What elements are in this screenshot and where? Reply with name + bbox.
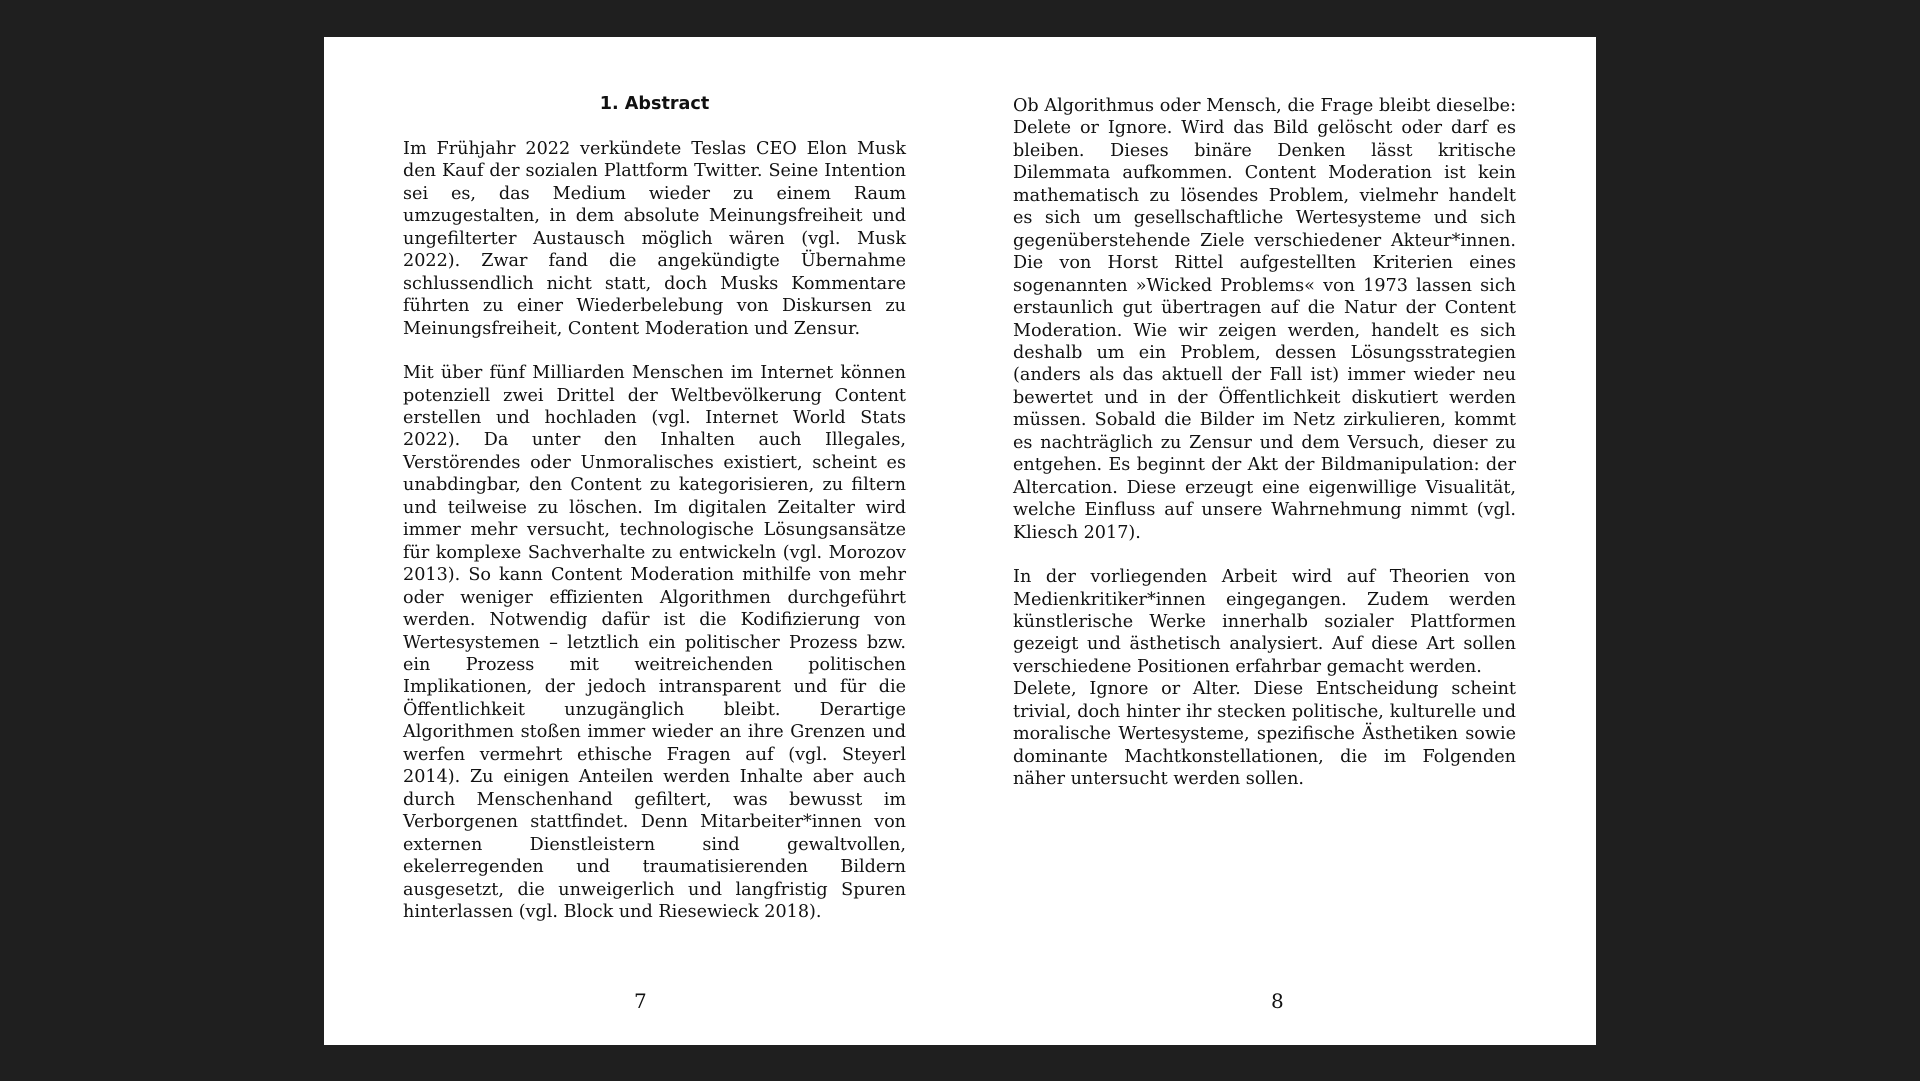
paragraph: Mit über fünf Milliarden Menschen im Internet können potenziell zwei Drittel der Weltbevölkerung Content erstellen und hochladen (vgl. Internet World Stats 2022). Da unter den Inhalten auch Illegales, Verstörendes oder Unmoralisches existiert, scheint es unabdingbar, den Content zu kategorisieren, zu filtern und teilweise zu löschen. Im digitalen Zeitalter wird immer mehr versucht, technologische Lösungsansätze für komplexe Sachverhalte zu entwickeln (vgl. Morozov 2013). So kann Content Moderation mithilfe von mehr oder weniger effizienten Algorithmen durchgeführt werden. Notwendig dafür ist die Kodifizierung von Wertesystemen – letztlich ein politischer Prozess bzw. ein Prozess mit weitreichenden politischen Implikationen, der jedoch intransparent und für die Öffentlichkeit unzugänglich bleibt. Derartige Algorithmen stoßen immer wieder an ihre Grenzen und werfen vermehrt ethische Fragen auf (vgl. Steyerl 2014). Zu einigen Anteilen werden Inhalte aber auch durch Menschenhand gefiltert, was bewusst im Verborgenen stattfindet. Denn Mitarbeiter*innen von externen Dienstleistern sind gewaltvollen, ekelerregenden und traumatisierenden Bildern ausgesetzt, die unweigerlich und langfristig Spuren hinterlassen (vgl. Block und Riesewieck 2018). xyxy=(403,363,906,922)
left-page-body xyxy=(403,138,906,923)
page-left xyxy=(324,37,960,1045)
paragraph: Ob Algorithmus oder Mensch, die Frage bleibt dieselbe: Delete or Ignore. Wird das Bild gelöscht oder darf es bleiben. Dieses binäre Denken lässt kritische Dilemmata aufkommen. Content Moderation ist kein mathematisch zu lösendes Problem, vielmehr handelt es sich um gesellschaftliche Wertesysteme und sich gegenüberstehende Ziele verschiedener Akteur*innen. Die von Horst Rittel aufgestellten Kriterien eines sogenannten »Wicked Problems« von 1973 lassen sich erstaunlich gut übertragen auf die Natur der Content Moderation. Wie wir zeigen werden, handelt es sich deshalb um ein Problem, dessen Lösungsstrategien (anders als das aktuell der Fall ist) immer wieder neu bewertet und in der Öffentlichkeit diskutiert werden müssen. Sobald die Bilder im Netz zirkulieren, kommt es nachträglich zu Zensur und dem Versuch, dieser zu entgehen. Es beginnt der Akt der Bildmanipulation: der Altercation. Diese erzeugt eine eigenwillige Visualität, welche Einfluss auf unsere Wahrnehmung nimmt (vgl. Kliesch 2017). xyxy=(1013,96,1516,543)
page-number: 7 xyxy=(634,989,647,1013)
paragraph: Im Frühjahr 2022 verkündete Teslas CEO Elon Musk den Kauf der sozialen Plattform Twitter. Seine Intention sei es, das Medium wieder zu einem Raum umzugestalten, in dem absolute Meinungsfreiheit und ungefilterter Austausch möglich wären (vgl. Musk 2022). Zwar fand die angekündigte Übernahme schlussendlich nicht statt, doch Musks Kommentare führten zu einer Wiederbelebung von Diskursen zu Meinungsfreiheit, Content Moderation und Zensur. xyxy=(403,139,906,339)
paragraph: In der vorliegenden Arbeit wird auf Theorien von Medienkritiker*innen eingegangen. Zudem werden künstlerische Werke innerhalb sozialer Plattformen gezeigt und ästhetisch analysiert. Auf diese Art sollen verschiedene Positionen erfahrbar gemacht werden. xyxy=(1013,567,1516,677)
paragraph: Delete, Ignore or Alter. Diese Entscheidung scheint trivial, doch hinter ihr stecken politische, kulturelle und moralische Wertesysteme, spezifische Ästhetiken sowie dominante Machtkonstellationen, die im Folgenden näher untersucht werden sollen. xyxy=(1013,679,1516,790)
paragraph-spacer xyxy=(403,340,906,362)
page-number: 8 xyxy=(1271,989,1284,1013)
section-heading: 1. Abstract xyxy=(599,94,710,114)
right-page-body xyxy=(1013,95,1516,791)
page-spread xyxy=(324,37,1596,1045)
page-right xyxy=(960,37,1596,1045)
paragraph-spacer xyxy=(1013,544,1516,566)
